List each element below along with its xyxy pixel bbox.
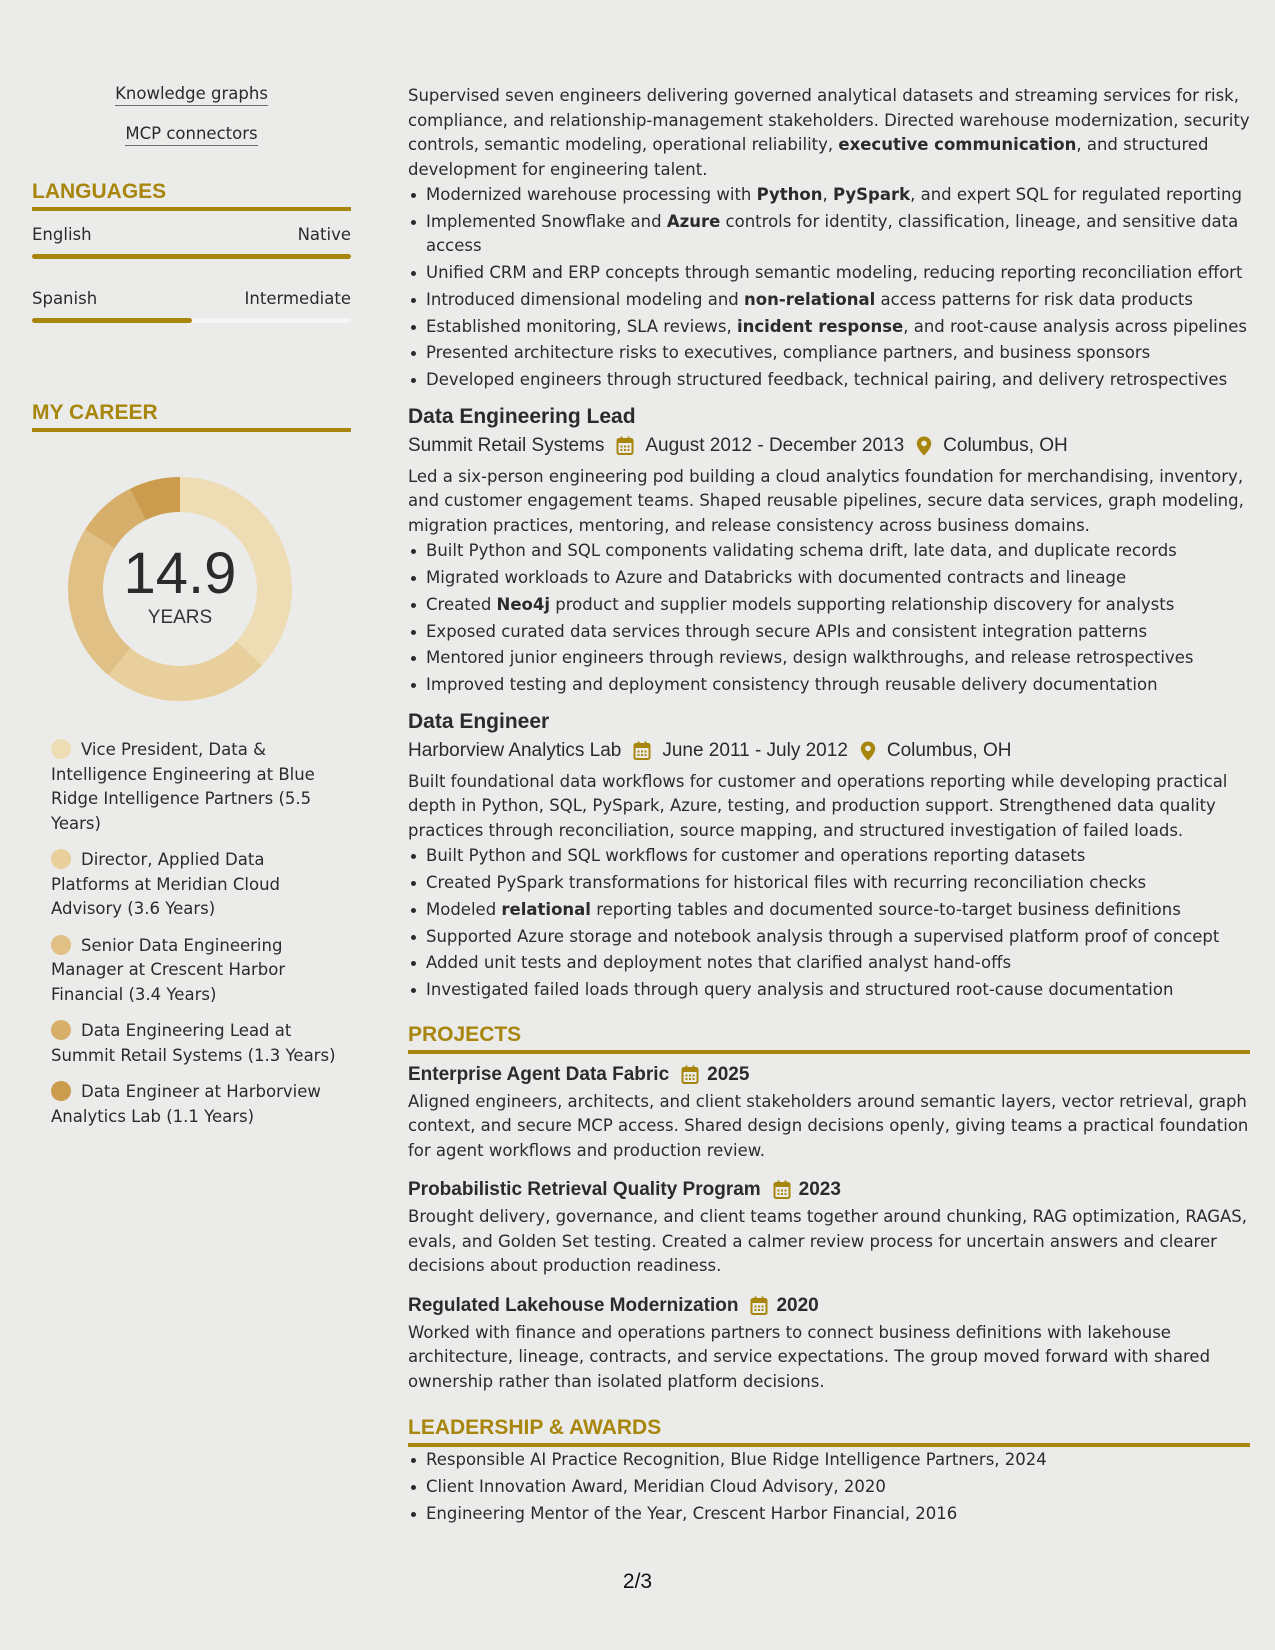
bullet-item: Added unit tests and deployment notes that clarified analyst hand-offs [408,951,1250,976]
project-header [408,1295,1250,1317]
legend-dot [51,849,71,869]
job-bullets [408,844,1250,1002]
job-title: Data Engineering Lead [408,404,636,428]
career-total-unit: YEARS [147,607,213,628]
bullet-item: Presented architecture risks to executives, compliance partners, and business sponsors [408,341,1250,366]
language-bar-fill [32,318,192,323]
bullet-item: Built Python and SQL components validating schema drift, late data, and duplicate records [408,539,1250,564]
sidebar [32,84,351,1141]
language-bar-track [32,318,351,323]
legend-label: Director, Applied Data Platforms at Meridian Cloud Advisory (3.6 Years) [51,850,281,918]
bullet-item: Modernized warehouse processing with Python, PySpark, and expert SQL for regulated reporting [408,183,1250,208]
job-list [408,405,1250,1003]
bullet-item: Created Neo4j product and supplier models supporting relationship discovery for analysts [408,593,1250,618]
bullet-item: Mentored junior engineers through reviews, design walkthroughs, and release retrospectives [408,646,1250,671]
bullet-item: Unified CRM and ERP concepts through semantic modeling, reducing reporting reconciliation effort [408,261,1250,286]
job-location: Columbus, OH [886,739,1012,761]
project-description: Worked with finance and operations partners to connect business definitions with lakehouse architecture, lineage, contracts, and service expectations. The group moved forward with shared ownership rather than isolated platform decisions. [408,1322,1211,1391]
project-header [408,1064,1250,1086]
language-header [32,289,351,308]
career-heading: MY CAREER [32,401,351,432]
career-legend-item [51,1019,341,1068]
project-description: Brought delivery, governance, and client teams together around chunking, RAG optimization, RAGAS, evals, and Golden Set testing. Created a calmer review process for uncertain answers and clearer decisions about production readiness. [408,1207,1248,1276]
skill-list [32,84,351,146]
bullet-item: Established monitoring, SLA reviews, incident response, and root-cause analysis across pipelines [408,315,1250,340]
role-bullets [408,183,1250,393]
award-item: Engineering Mentor of the Year, Crescent Harbor Financial, 2016 [408,1502,1250,1527]
page-number: 2/3 [622,1570,653,1593]
job-location: Columbus, OH [943,434,1068,456]
project-year: 2025 [707,1063,750,1085]
project-list [408,1064,1250,1395]
language-name: English [32,225,92,244]
project-entry [408,1179,1250,1279]
project-title: Probabilistic Retrieval Quality Program [408,1179,761,1201]
job-entry [408,405,1250,698]
language-bar-fill [32,254,351,259]
legend-dot [51,935,71,955]
career-total-years: 14.9 [123,541,237,606]
language-row [32,289,351,323]
project-header [408,1179,1250,1201]
language-level: Native [297,225,351,244]
project-entry [408,1064,1250,1164]
job-summary: Led a six-person engineering pod building a cloud analytics foundation for merchandising, inventory, and customer engagement teams. Shaped reusable pipelines, secure data services, graph modeling, migration practices, mentoring, and release consistency across business domains. [408,466,1244,535]
career-donut-chart [65,474,295,704]
project-year: 2020 [776,1294,819,1316]
job-dates: August 2012 - December 2013 [645,434,905,456]
project-title: Regulated Lakehouse Modernization [408,1294,739,1316]
job-company: Harborview Analytics Lab [408,739,622,761]
career-legend-item [51,848,341,922]
role-summary: Supervised seven engineers delivering governed analytical datasets and streaming services for risk, compliance, and relationship-management stakeholders. Directed warehouse modernization, security controls, semantic modeling, operational reliability, executive communication, and structured development for engineering talent. [408,86,1250,179]
bullet-item: Modeled relational reporting tables and documented source-to-target business definitions [408,898,1250,923]
projects-heading: PROJECTS [408,1023,1250,1054]
award-item: Responsible AI Practice Recognition, Blue Ridge Intelligence Partners, 2024 [408,1448,1250,1473]
language-level: Intermediate [244,289,351,308]
project-description: Aligned engineers, architects, and client stakeholders around semantic layers, vector retrieval, graph context, and secure MCP access. Shared design decisions openly, giving teams a practical foundation for agent workflows and production review. [408,1091,1249,1160]
legend-dot [51,1081,71,1101]
bullet-item: Improved testing and deployment consistency through reusable delivery documentation [408,673,1250,698]
job-meta [408,435,1250,457]
job-bullets [408,539,1250,697]
legend-label: Vice President, Data & Intelligence Engineering at Blue Ridge Intelligence Partners (5.5 Years) [51,740,315,833]
job-entry [408,710,1250,1003]
bullet-item: Migrated workloads to Azure and Databricks with documented contracts and lineage [408,566,1250,591]
calendar-icon [681,1065,699,1085]
calendar-icon [773,1180,791,1200]
bullet-item: Created PySpark transformations for historical files with recurring reconciliation checks [408,871,1250,896]
career-legend-item [51,1080,341,1129]
job-summary: Built foundational data workflows for customer and operations reporting while developing practical depth in Python, SQL, PySpark, Azure, testing, and production support. Strengthened data quality practices through reconciliation, source mapping, and structured investigation of failed loads. [408,771,1228,840]
career-legend [51,738,341,1129]
legend-label: Data Engineer at Harborview Analytics Lab (1.1 Years) [51,1082,321,1126]
language-name: Spanish [32,289,98,308]
awards-list [408,1448,1250,1526]
language-list [32,225,351,323]
languages-heading: LANGUAGES [32,180,351,211]
skill-tag: MCP connectors [125,124,257,146]
career-legend-item [51,738,341,836]
job-title: Data Engineer [408,709,550,733]
project-year: 2023 [798,1179,841,1201]
legend-dot [51,739,71,759]
career-legend-item [51,934,341,1008]
skill-tag: Knowledge graphs [115,84,268,106]
award-item: Client Innovation Award, Meridian Cloud Advisory, 2020 [408,1475,1250,1500]
language-bar-track [32,254,351,259]
main-content [408,84,1250,1529]
job-dates: June 2011 - July 2012 [662,739,848,761]
bullet-item: Investigated failed loads through query analysis and structured root-cause documentation [408,978,1250,1003]
language-row [32,225,351,259]
calendar-icon [616,436,634,456]
legend-dot [51,1020,71,1040]
bullet-item: Implemented Snowflake and Azure controls for identity, classification, lineage, and sensitive data access [408,210,1250,259]
bullet-item: Built Python and SQL workflows for customer and operations reporting datasets [408,844,1250,869]
map-pin-icon [916,436,932,456]
bullet-item: Exposed curated data services through secure APIs and consistent integration patterns [408,620,1250,645]
language-header [32,225,351,244]
donut-center [65,474,295,704]
project-entry [408,1295,1250,1395]
bullet-item: Developed engineers through structured feedback, technical pairing, and delivery retrospectives [408,368,1250,393]
legend-label: Data Engineering Lead at Summit Retail Systems (1.3 Years) [51,1021,336,1065]
bullet-item: Introduced dimensional modeling and non-relational access patterns for risk data products [408,288,1250,313]
map-pin-icon [860,741,876,761]
job-meta [408,740,1250,762]
calendar-icon [750,1296,768,1316]
project-title: Enterprise Agent Data Fabric [408,1063,670,1085]
bullet-item: Supported Azure storage and notebook analysis through a supervised platform proof of concept [408,925,1250,950]
job-company: Summit Retail Systems [408,434,605,456]
calendar-icon [633,741,651,761]
awards-heading: LEADERSHIP & AWARDS [408,1416,1250,1447]
legend-label: Senior Data Engineering Manager at Crescent Harbor Financial (3.4 Years) [51,935,286,1004]
